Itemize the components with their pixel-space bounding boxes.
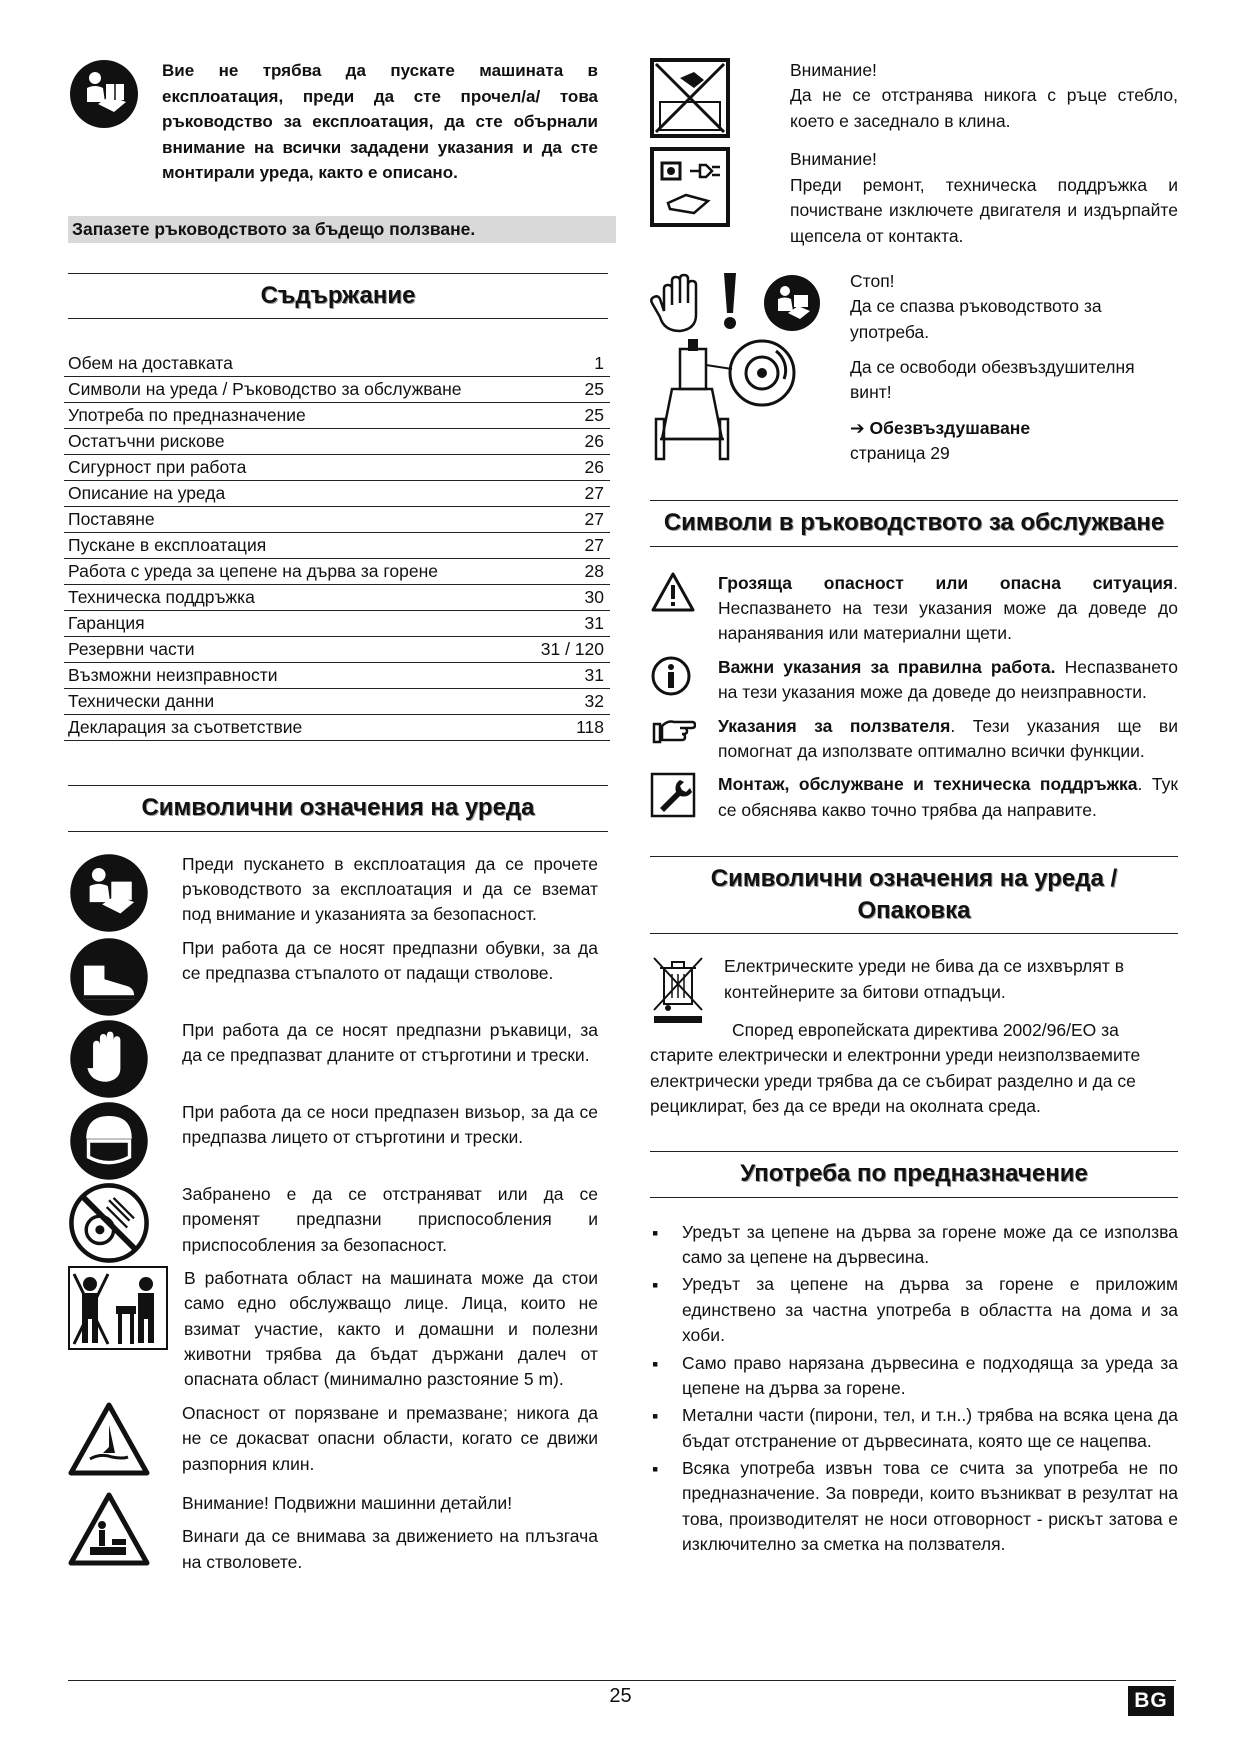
stop-text: Да се спазва ръководството за употреба. (850, 296, 1102, 342)
toc-table (64, 351, 610, 741)
toc-page: 25 (584, 405, 604, 426)
toc-label: Пускане в експлоатация (68, 535, 267, 556)
pointing-hand-icon (650, 714, 708, 765)
toc-row[interactable] (64, 611, 610, 637)
toc-page: 31 (584, 665, 604, 686)
symbol-gloves (68, 1018, 608, 1100)
toc-page: 27 (584, 509, 604, 530)
toc-row[interactable] (64, 429, 610, 455)
left-column (68, 58, 608, 1583)
read-manual-icon (68, 58, 146, 186)
danger-bold: Грозяща опасност или опасна ситуация (718, 572, 1174, 593)
warning-unplug (650, 147, 1178, 259)
list-item: ▪ Уредът за цепене на дърва за горене е приложим единствено за частна употреба в областта на дома и за хоби. (650, 1272, 1178, 1348)
page-number: 25 (609, 1685, 632, 1707)
toc-row[interactable] (64, 455, 610, 481)
gloves-icon (68, 1018, 166, 1100)
footer-divider (68, 1680, 1176, 1681)
wrench-icon (650, 772, 708, 825)
toc-page: 32 (584, 691, 604, 712)
symbol-no-remove-guards (68, 1182, 608, 1266)
unplug-before-service-icon (650, 147, 770, 259)
toc-label: Поставяне (68, 509, 155, 530)
toc-page: 25 (584, 379, 604, 400)
info-text: Неспазването на тези указания може да доведе до неизправности. (718, 656, 1178, 703)
toc-page: 118 (576, 717, 604, 738)
intro-text: Вие не трябва да пускате машината в експлоатация, преди да сте прочел/а/ това ръководство за експлоатация, да сте обърнали внимание на всички зададени указания и да сте монтирали уреда, както е описано. (162, 61, 598, 182)
toc-label: Възможни неизправности (68, 665, 278, 686)
user-bold: Указания за ползвателя (718, 715, 951, 736)
warning2-title: Внимание! (790, 149, 877, 170)
moving-parts-icon (68, 1491, 166, 1583)
stop-title: Стоп! (850, 270, 895, 291)
toc-row[interactable] (64, 689, 610, 715)
toc-page: 31 (584, 613, 604, 634)
safety-shoes-text: При работа да се носят предпазни обувки, за да се предпазва стъпалото от падащи стволове. (182, 937, 598, 984)
bleed-screw-icon (656, 339, 794, 459)
face-visor-icon (68, 1100, 166, 1182)
toc-label: Описание на уреда (68, 483, 226, 504)
read-manual-icon (764, 275, 820, 331)
info-bold: Важни указания за правилна работа (718, 656, 1051, 677)
symbol-visor (68, 1100, 608, 1182)
vent-screw-text: Да се освободи обезвъздушителня винт! (850, 357, 1135, 403)
mount-text: Тук се обяснява какво точно трябва да направите. (718, 774, 1179, 820)
symbol-read-manual (68, 852, 608, 936)
intro-block (68, 58, 608, 186)
watch-slider-text: Винаги да се внимава за движението на плъзгача на стволовете. (182, 1526, 598, 1572)
toc-page: 30 (584, 587, 604, 608)
toc-page: 28 (584, 561, 604, 582)
toc-row[interactable] (64, 351, 610, 377)
toc-label: Работа с уреда за цепене на дърва за горене (68, 561, 438, 582)
user-row: Указания за ползвателя. Тези указания ще ви помогнат да използвате оптимално всички функции. (650, 714, 1178, 765)
packaging-heading: Символични означения на уреда / Опаковка (650, 856, 1178, 935)
manual-symbols-heading: Символи в ръководството за обслужване (650, 500, 1178, 546)
weee-bin-icon (650, 954, 710, 1031)
toc-page: 1 (594, 353, 604, 374)
warning-triangle-icon (650, 571, 708, 647)
toc-page: 27 (584, 535, 604, 556)
mount-bold: Монтаж, обслужване и техническа поддръжка (718, 774, 1138, 795)
read-manual-icon (68, 852, 166, 936)
one-operator-text: В работната област на машината може да стои само едно обслужващо лице. Лица, които не взимат участие, както и домашни и полезни животни трябва да бъдат държани далеч от опасната област (минимално разстояние 5 m). (184, 1267, 598, 1390)
danger-text: Неспазването на тези указания може да доведе до наранявания или материални щети. (718, 598, 1178, 644)
arrow-right-icon: ➔ (850, 417, 865, 438)
device-symbols-heading: Символични означения на уреда (68, 785, 608, 831)
toc-row[interactable] (64, 533, 610, 559)
no-remove-guard-icon (68, 1182, 166, 1266)
toc-row[interactable] (64, 637, 610, 663)
toc-label: Технически данни (68, 691, 215, 712)
read-manual-text: Преди пускането в експлоатация да се прочете ръководството за експлоатация и да се вземат под внимание и указанията за безопасност. (182, 853, 598, 925)
list-item: ▪ Всяка употреба извън това се счита за употреба не по предназначение. За повреди, които възникват в резултат на това, производителят не носи отговорност - рискът затова е изключително за сметка на ползвателя. (650, 1456, 1178, 1558)
stop-hand-icon (651, 275, 696, 331)
vent-page-ref: страница 29 (850, 443, 950, 464)
packaging-line2: Според европейската директива 2002/96/EO за старите електрически и електронни уреди неизползваемите електрически уреди трябва да се събират разделно и да се рециклират, без да се вреди на околната среда. (650, 1019, 1141, 1116)
danger-row: Грозяща опасност или опасна ситуация. Неспазването на тези указания може да доведе до наранявания или материални щети. (650, 571, 1178, 647)
toc-row[interactable] (64, 507, 610, 533)
no-hands-stuck-log-icon (650, 58, 770, 145)
vent-link[interactable]: Обезвъздушаване (869, 417, 1031, 438)
toc-page: 31 / 120 (540, 639, 604, 660)
gloves-text: При работа да се носят предпазни ръкавици, за да се предпазват дланите от стърготини и трески. (182, 1019, 598, 1066)
stop-and-vent (650, 269, 1178, 476)
toc-row[interactable] (64, 663, 610, 689)
toc-label: Обем на доставката (68, 353, 233, 374)
toc-label: Гаранция (68, 613, 145, 634)
intended-use-list (650, 1220, 1178, 1558)
cut-danger-text: Опасност от порязване и премазване; никога да не се докасват опасни области, когато се движи разпорния клин. (182, 1402, 598, 1474)
warning2-text: Преди ремонт, техническа поддръжка и почистване изключете двигателя и издърпайте щепсела от контакта. (790, 174, 1178, 246)
toc-label: Декларация за съответствие (68, 717, 303, 738)
toc-row[interactable] (64, 559, 610, 585)
manual-symbols-list (650, 571, 1178, 826)
info-icon (650, 655, 708, 706)
mount-row: Монтаж, обслужване и техническа поддръжка. Тук се обяснява какво точно трябва да направите. (650, 772, 1178, 825)
toc-row[interactable] (64, 481, 610, 507)
toc-heading: Съдържание (68, 273, 608, 319)
right-column (650, 58, 1178, 1560)
toc-label: Сигурност при работа (68, 457, 247, 478)
keep-manual-note: Запазете ръководството за бъдещо ползване. (68, 216, 616, 243)
symbol-one-operator (68, 1266, 608, 1401)
toc-label: Остатъчни рискове (68, 431, 225, 452)
info-row: Важни указания за правилна работа. Неспазването на тези указания може да доведе до неизправности. (650, 655, 1178, 706)
packaging-line1: Електрическите уреди не бива да се изхвърлят в контейнерите за битови отпадъци. (724, 956, 1125, 1002)
list-item: ▪ Метални части (пирони, тел, и т.н..) трябва на всяка цена да бъдат отстранение от дървесината, която ще се нацепва. (650, 1403, 1178, 1454)
toc-page: 26 (584, 431, 604, 452)
exclamation-icon (724, 273, 736, 329)
toc-row[interactable] (64, 403, 610, 429)
one-operator-icon (68, 1266, 168, 1401)
symbol-cut-danger (68, 1401, 608, 1485)
toc-row[interactable] (64, 377, 610, 403)
stop-vent-icons (650, 269, 830, 476)
no-remove-guards-text: Забранено е да се отстраняват или да се променят предпазни приспособления и приспособления за безопасност. (182, 1183, 598, 1255)
toc-row[interactable] (64, 585, 610, 611)
safety-shoe-icon (68, 936, 166, 1018)
toc-page: 27 (584, 483, 604, 504)
list-item: ▪ Уредът за цепене на дърва за горене може да се използва само за цепене на дървесина. (650, 1220, 1178, 1271)
warning1-title: Внимание! (790, 60, 877, 80)
user-text: Тези указания ще ви помогнат да използвате оптимално всички функции. (718, 715, 1178, 761)
warning1-text: Да не се отстранява никога с ръце стебло, което е заседнало в клина. (790, 85, 1178, 131)
list-item: ▪ Само право нарязана дървесина е подходяща за уреда за цепене на дърва за горене. (650, 1351, 1178, 1402)
toc-label: Техническа поддръжка (68, 587, 255, 608)
symbol-safety-shoes (68, 936, 608, 1018)
toc-row[interactable] (64, 715, 610, 741)
language-badge: BG (1128, 1686, 1174, 1716)
device-symbols-list (68, 852, 608, 1583)
toc-page: 26 (584, 457, 604, 478)
intended-use-heading: Употреба по предназначение (650, 1151, 1178, 1197)
visor-text: При работа да се носи предпазен визьор, за да се предпазва лицето от стърготини и трески. (182, 1101, 598, 1148)
packaging-block (650, 954, 1178, 1119)
symbol-moving-parts (68, 1491, 608, 1583)
toc-label: Символи на уреда / Ръководство за обслужване (68, 379, 462, 400)
toc-label: Употреба по предназначение (68, 405, 306, 426)
toc-label: Резервни части (68, 639, 195, 660)
moving-parts-text: Внимание! Подвижни машинни детайли! (182, 1492, 513, 1513)
crush-hazard-icon (68, 1401, 166, 1485)
warning-stuck-log (650, 58, 1178, 145)
